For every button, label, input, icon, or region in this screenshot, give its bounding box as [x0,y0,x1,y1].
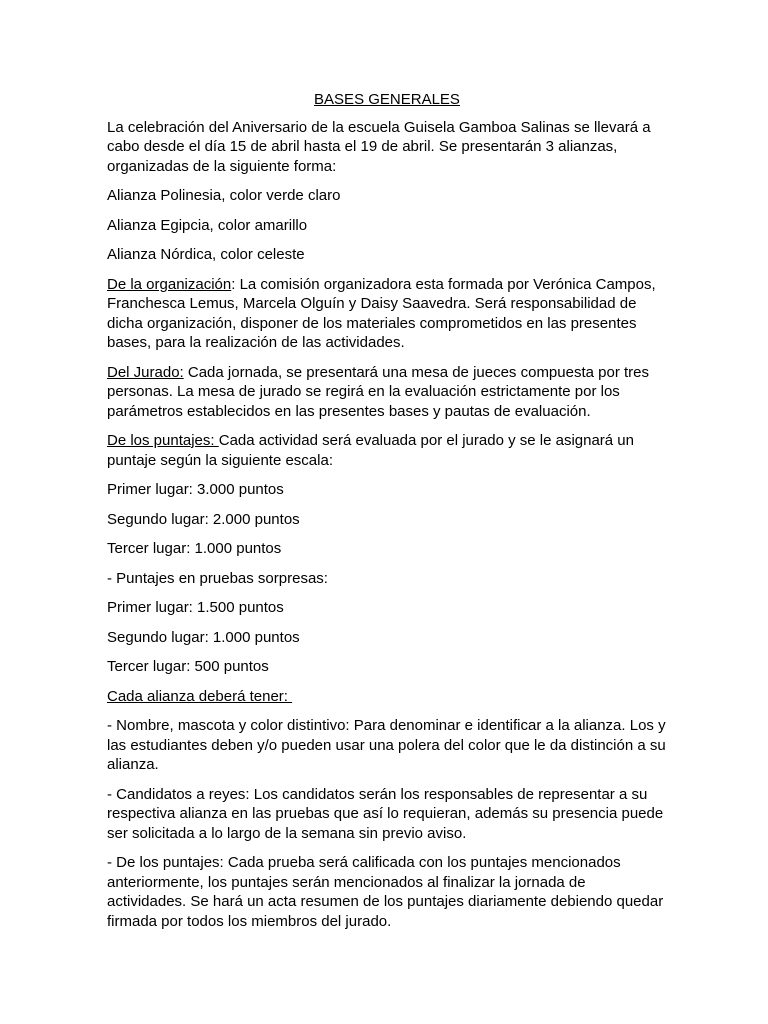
cada-alianza-heading: Cada alianza deberá tener: [107,687,293,705]
jurado-paragraph [107,363,667,422]
puntajes-paragraph [107,431,667,470]
sorpresas-tercer-lugar: Tercer lugar: 500 puntos [107,658,269,675]
puntajes-label: De los puntajes: [107,432,219,449]
requisito-puntajes: - De los puntajes: Cada prueba será calificada con los puntajes mencionados anteriormente, los puntajes serán mencionados al finalizar la jornada de actividades. Se hará un acta resumen de los puntajes diariamente debiendo quedar firmada por todos los miembros del jurado. [107,854,664,930]
sorpresas-primer-lugar: Primer lugar: 1.500 puntos [107,599,284,616]
escala-segundo-lugar: Segundo lugar: 2.000 puntos [107,510,300,528]
alianza-egipcia: Alianza Egipcia, color amarillo [107,216,308,234]
requisito-candidatos: - Candidatos a reyes: Los candidatos serán los responsables de representar a su respectiva alianza en las pruebas que así lo requieran, además su presencia puede ser solicitada a lo largo de la semana sin previo aviso. [107,785,664,842]
document-title: BASES GENERALES [314,91,460,108]
requisito-nombre: - Nombre, mascota y color distintivo: Para denominar e identificar a la alianza. Los y las estudiantes deben y/o pueden usar una polera del color que le da distinción a su alianza. [107,717,666,773]
escala-tercer-lugar: Tercer lugar: 1.000 puntos [107,540,282,557]
alianza-nordica: Alianza Nórdica, color celeste [107,246,305,263]
jurado-text: Cada jornada, se presentará una mesa de jueces compuesta por tres personas. La mesa de jurado se regirá en la evaluación estrictamente por los parámetros establecidos en las presentes bases y pautas de evaluación. [107,363,649,420]
cada-alianza-paragraph [107,687,667,707]
sorpresas-segundo-lugar: Segundo lugar: 1.000 puntos [107,628,300,646]
organizacion-text: : La comisión organizadora esta formada por Verónica Campos, Franchesca Lemus, Marcela Olguín y Daisy Saavedra. Será responsabilidad de dicha organización, disponer de los materiales comprometidos en las presentes bases, para la realización de las actividades. [107,275,656,351]
intro-paragraph: La celebración del Aniversario de la escuela Guisela Gamboa Salinas se llevará a cabo desde el día 15 de abril hasta el 19 de abril. Se presentarán 3 alianzas, organizadas de la siguiente forma: [107,118,651,175]
escala-primer-lugar: Primer lugar: 3.000 puntos [107,481,284,498]
sorpresas-heading: - Puntajes en pruebas sorpresas: [107,569,328,587]
puntajes-text: Cada actividad será evaluada por el jurado y se le asignará un puntaje según la siguiente escala: [107,432,634,469]
document-page [107,90,667,941]
organizacion-label: De la organización [107,275,232,293]
alianza-polinesia: Alianza Polinesia, color verde claro [107,187,341,204]
jurado-label: Del Jurado: [107,363,184,381]
organizacion-paragraph [107,275,667,353]
